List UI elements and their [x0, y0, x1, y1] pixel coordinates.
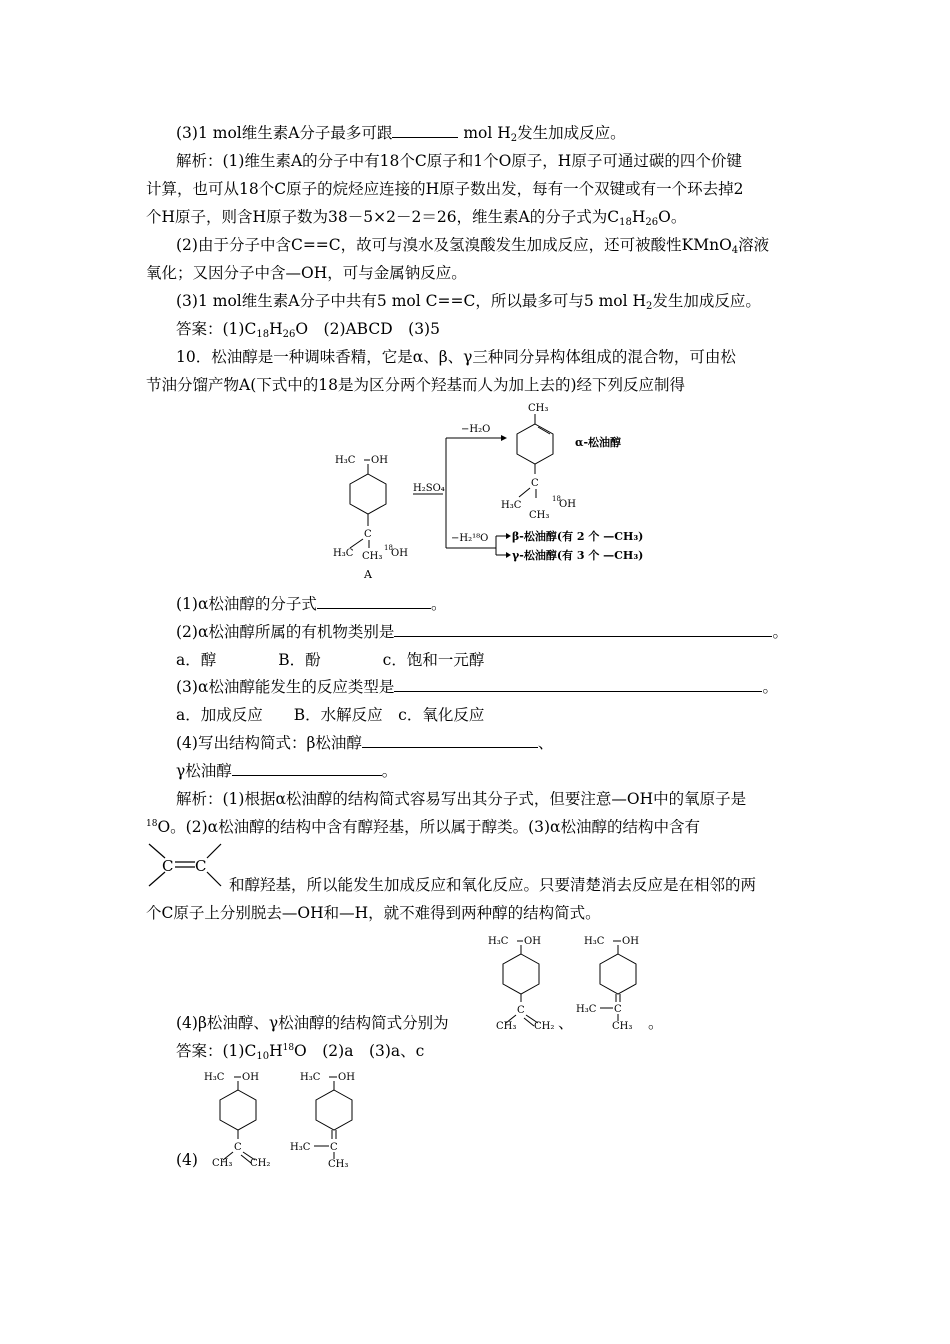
- svg-text:C: C: [614, 1004, 622, 1015]
- svg-text:CH₃: CH₃: [212, 1158, 233, 1168]
- svg-text:H₃C: H₃C: [584, 936, 605, 947]
- svg-text:H₃C: H₃C: [300, 1072, 321, 1083]
- q10-answer: 答案：$(1)C_{10}H^{18}O$ (2)a (3)a、c: [176, 1042, 425, 1062]
- q10-part2: (2)α松油醇所属的有机物类别是 。: [176, 623, 788, 641]
- svg-text:H₃C: H₃C: [204, 1072, 225, 1083]
- q10-analysis-2: $^{18}$O。(2)α松油醇的结构中含有醇羟基，所以属于醇类。(3)α松油醇的结构中含有: [146, 818, 701, 836]
- svg-text:C: C: [364, 529, 372, 540]
- svg-text:H₃C: H₃C: [576, 1004, 597, 1015]
- svg-text:OH: OH: [559, 499, 576, 510]
- svg-text:C: C: [195, 857, 207, 875]
- svg-text:CH₃: CH₃: [528, 403, 549, 414]
- answer-blank[interactable]: [394, 677, 762, 692]
- svg-text:OH: OH: [622, 936, 639, 947]
- answer-blank[interactable]: [232, 761, 382, 776]
- q10-stem-2: 节油分馏产物A(下式中的18是为区分两个羟基而人为加上去的)经下列反应制得: [146, 376, 686, 394]
- svg-text:C: C: [162, 857, 174, 875]
- q10-analysis-3: 和醇羟基，所以能发生加成反应和氧化反应。只要清楚消去反应是在相邻的两: [229, 876, 757, 894]
- svg-text:C: C: [517, 1005, 525, 1016]
- svg-text:β-松油醇(有 2 个 —CH₃): β-松油醇(有 2 个 —CH₃): [512, 530, 644, 543]
- q10-stem-1: 10．松油醇是一种调味香精，它是α、β、γ三种同分异构体组成的混合物，可由松: [176, 348, 736, 366]
- answer-blank[interactable]: [394, 622, 772, 637]
- svg-text:A: A: [364, 568, 372, 581]
- answer-blank[interactable]: [362, 733, 538, 748]
- svg-text:C: C: [234, 1142, 242, 1153]
- svg-text:H₃C: H₃C: [488, 936, 509, 947]
- svg-text:CH₃: CH₃: [496, 1021, 517, 1030]
- svg-text:OH: OH: [242, 1072, 259, 1083]
- svg-text:CH₂: CH₂: [534, 1021, 555, 1030]
- svg-text:18: 18: [552, 495, 561, 503]
- q9-analysis-2: 计算，也可从18个C原子的烷烃应连接的H原子数出发，每有一个双键或有一个环去掉2: [146, 180, 744, 198]
- q10-part1: (1)α松油醇的分子式 。: [176, 595, 447, 613]
- svg-text:CH₃: CH₃: [362, 551, 383, 562]
- svg-text:CH₃: CH₃: [328, 1159, 349, 1168]
- svg-text:α-松油醇: α-松油醇: [575, 436, 622, 449]
- svg-text:18: 18: [384, 544, 393, 552]
- q10-part3: (3)α松油醇能发生的反应类型是 。: [176, 678, 778, 696]
- svg-text:−H₂¹⁸O: −H₂¹⁸O: [451, 533, 489, 544]
- svg-text:OH: OH: [338, 1072, 355, 1083]
- q9-analysis-5: 氧化；又因分子中含—OH，可与金属钠反应。: [146, 264, 467, 282]
- q10-analysis-5: (4)β松油醇、γ松油醇的结构简式分别为: [176, 1014, 449, 1032]
- answer-beta-structure: [198, 1064, 280, 1168]
- svg-text:C: C: [531, 478, 539, 489]
- q10-part2-options: a．醇 B．酚 c．饱和一元醇: [176, 651, 485, 669]
- gamma-terpineol-structure: [574, 930, 654, 1030]
- q10-analysis-5-sep: 、: [558, 1014, 574, 1032]
- alpha-terpineol-structure: [501, 403, 576, 521]
- svg-text:−H₂O: −H₂O: [461, 424, 491, 435]
- svg-text:OH: OH: [391, 548, 408, 559]
- q9-part3: (3)1 mol维生素A分子最多可跟 mol $H_2$发生加成反应。: [176, 124, 626, 144]
- q9-analysis-6: (3)1 mol维生素A分子中共有5 mol C==C，所以最多可与5 mol $H_2$发生加成反应。: [176, 292, 761, 312]
- svg-text:CH₃: CH₃: [529, 510, 550, 521]
- svg-text:H₃C: H₃C: [333, 548, 354, 559]
- svg-text:OH: OH: [371, 455, 388, 466]
- q9-analysis-4: (2)由于分子中含C==C，故可与溴水及氢溴酸发生加成反应，还可被酸性KMnO$_4$溶液: [176, 236, 770, 256]
- q10-answer-4: (4): [176, 1151, 198, 1169]
- svg-text:C: C: [330, 1142, 338, 1153]
- q10-analysis-5-end: 。: [648, 1014, 664, 1032]
- q10-part4-b: γ松油醇 。: [176, 762, 398, 780]
- svg-text:H₃C: H₃C: [290, 1142, 311, 1153]
- svg-text:CH₃: CH₃: [612, 1021, 633, 1030]
- svg-text:OH: OH: [524, 936, 541, 947]
- answer-blank[interactable]: [317, 594, 431, 609]
- answer-blank[interactable]: [392, 123, 458, 138]
- q9-analysis-1: 解析：(1)维生素A的分子中有18个C原子和1个O原子，H原子可通过碳的四个价键: [176, 152, 742, 170]
- q10-analysis-1: 解析：(1)根据α松油醇的结构简式容易写出其分子式，但要注意—OH中的氧原子是: [176, 790, 747, 808]
- svg-text:H₃C: H₃C: [501, 500, 522, 511]
- q10-part3-options: a．加成反应 B．水解反应 c．氧化反应: [176, 706, 485, 724]
- alkene-double-bond: [145, 840, 223, 892]
- q10-analysis-4: 个C原子上分别脱去—OH和—H，就不难得到两种醇的结构简式。: [146, 904, 601, 922]
- q10-part4: (4)写出结构简式：β松油醇 、: [176, 734, 554, 752]
- reaction-scheme: [325, 398, 670, 586]
- answer-gamma-structure: [286, 1064, 368, 1168]
- q9-analysis-3: 个H原子，则含H原子数为38－5×2－2＝26，维生素A的分子式为$C_{18}H_{26}O$。: [146, 208, 687, 228]
- molecule-a: [333, 455, 408, 581]
- svg-text:γ-松油醇(有 3 个 —CH₃): γ-松油醇(有 3 个 —CH₃): [512, 549, 644, 562]
- svg-text:CH₂: CH₂: [250, 1158, 271, 1168]
- svg-text:H₃C: H₃C: [335, 455, 356, 466]
- svg-text:H₂SO₄: H₂SO₄: [413, 483, 445, 494]
- q9-answer: 答案：$(1)C_{18}H_{26}O$ (2)ABCD (3)5: [176, 320, 440, 340]
